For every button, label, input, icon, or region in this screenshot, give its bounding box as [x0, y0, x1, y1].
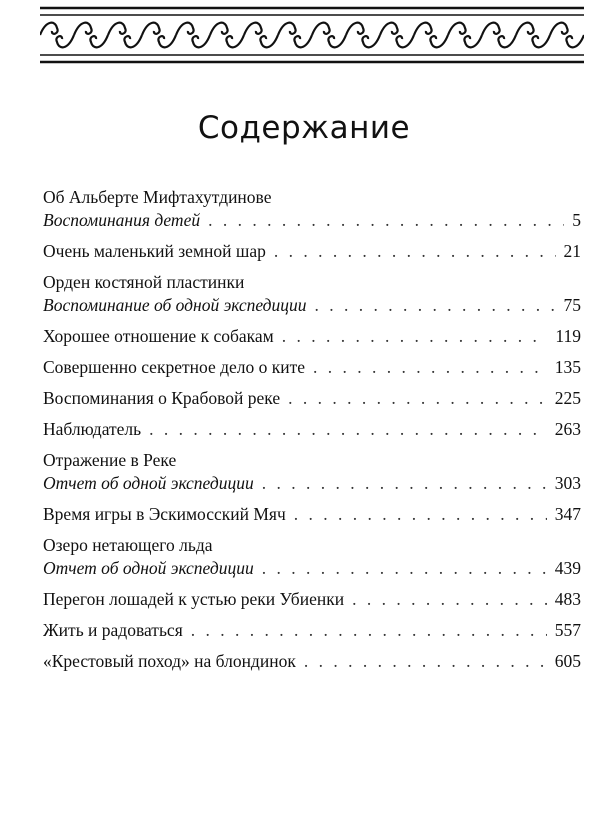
table-of-contents — [43, 186, 581, 681]
toc-entry-page: 557 — [554, 620, 581, 640]
toc-entry-title: Очень маленький земной шар — [43, 241, 266, 261]
toc-entry-title: Орден костяной пластинки — [43, 272, 245, 292]
dot-leader — [208, 209, 564, 232]
dot-leader — [294, 503, 547, 526]
toc-entry-title: Отражение в Реке — [43, 450, 177, 470]
ornament-curl — [40, 23, 74, 48]
toc-entry-page: 483 — [554, 589, 581, 609]
dot-leader — [262, 472, 547, 495]
ornament-curl — [482, 23, 516, 48]
ornament-curl — [414, 23, 448, 48]
toc-entry-subtitle: Отчет об одной экспедиции — [43, 558, 254, 578]
toc-entry-page: 605 — [554, 651, 581, 671]
toc-entry[interactable] — [43, 650, 581, 673]
toc-entry-page: 75 — [563, 295, 581, 315]
toc-entry[interactable] — [43, 271, 581, 317]
toc-entry-page: 439 — [554, 558, 581, 578]
toc-entry-subtitle: Отчет об одной экспедиции — [43, 473, 254, 493]
toc-entry-title: Наблюдатель — [43, 419, 142, 439]
dot-leader — [313, 356, 547, 379]
toc-entry-page: 225 — [554, 388, 581, 408]
toc-entry[interactable] — [43, 356, 581, 379]
toc-entry-subtitle: Воспоминание об одной экспедиции — [43, 295, 307, 315]
ornament-curl — [176, 23, 210, 48]
dot-leader — [288, 387, 547, 410]
dot-leader — [304, 650, 547, 673]
ornament-curl — [142, 23, 176, 48]
ornament-curl — [312, 23, 346, 48]
page-title: Содержание — [197, 110, 411, 146]
toc-entry[interactable] — [43, 418, 581, 441]
toc-entry-title: Воспоминания о Крабовой реке — [43, 388, 281, 408]
toc-entry-title: Перегон лошадей к устью реки Убиенки — [43, 589, 345, 609]
ornament-curl — [550, 23, 584, 48]
dot-leader — [282, 325, 548, 348]
dot-leader — [315, 294, 556, 317]
toc-entry[interactable] — [43, 619, 581, 642]
toc-entry-title: Хорошее отношение к собакам — [43, 326, 274, 346]
dot-leader — [191, 619, 547, 642]
dot-leader — [262, 557, 547, 580]
toc-entry[interactable] — [43, 503, 581, 526]
toc-entry-page: 303 — [554, 473, 581, 493]
toc-entry-page: 21 — [563, 241, 581, 261]
toc-entry-page: 5 — [572, 210, 581, 230]
toc-entry-title: Жить и радоваться — [43, 620, 183, 640]
toc-entry-title: «Крестовый поход» на блондинок — [43, 651, 296, 671]
toc-entry[interactable] — [43, 387, 581, 410]
toc-entry-title: Об Альберте Мифтахутдинове — [43, 187, 272, 207]
toc-entry[interactable] — [43, 325, 581, 348]
ornament-curl — [108, 23, 142, 48]
dot-leader — [274, 240, 556, 263]
ornament-curl — [380, 23, 414, 48]
ornament-curl — [74, 23, 108, 48]
ornament-curl — [210, 23, 244, 48]
toc-entry-title: Совершенно секретное дело о ките — [43, 357, 306, 377]
ornament-header-border — [40, 6, 584, 66]
toc-entry-page: 135 — [554, 357, 581, 377]
ornament-curl — [278, 23, 312, 48]
toc-entry-page: 119 — [555, 326, 581, 346]
dot-leader — [149, 418, 547, 441]
toc-entry-page: 347 — [554, 504, 581, 524]
toc-entry[interactable] — [43, 588, 581, 611]
ornament-curl — [448, 23, 482, 48]
toc-entry-subtitle: Воспоминания детей — [43, 210, 201, 230]
dot-leader — [352, 588, 547, 611]
ornament-curl — [516, 23, 550, 48]
ornament-curl — [244, 23, 278, 48]
toc-entry[interactable] — [43, 449, 581, 495]
toc-entry-page: 263 — [554, 419, 581, 439]
toc-entry-title: Время игры в Эскимосский Мяч — [43, 504, 286, 524]
toc-entry[interactable] — [43, 240, 581, 263]
toc-entry[interactable] — [43, 186, 581, 232]
toc-entry[interactable] — [43, 534, 581, 580]
ornament-curl — [346, 23, 380, 48]
toc-entry-title: Озеро нетающего льда — [43, 535, 213, 555]
